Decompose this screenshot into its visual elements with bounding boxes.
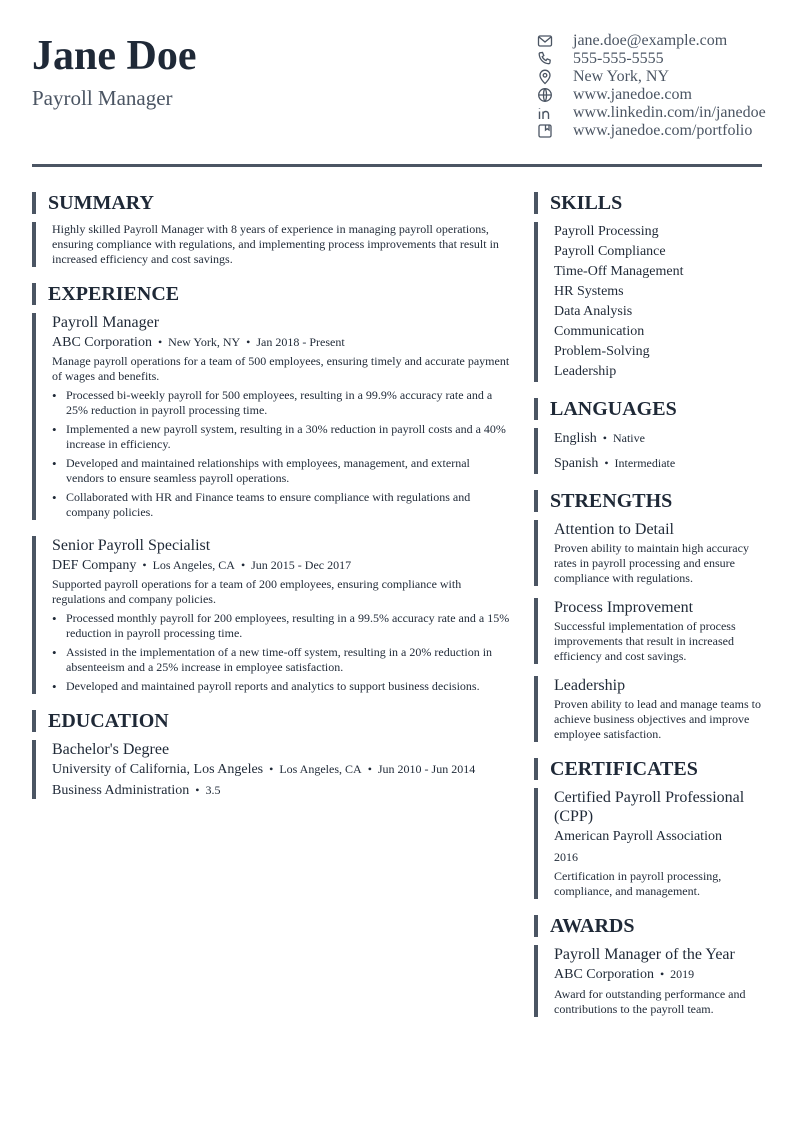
award-name: Payroll Manager of the Year xyxy=(554,946,735,963)
field-of-study: Business Administration xyxy=(52,783,190,798)
list-item: • Collaborated with HR and Finance teams to ensure compliance with regulations and company policies. xyxy=(52,490,510,520)
strength-entry xyxy=(534,598,762,664)
strength-title: Process Improvement xyxy=(554,599,694,616)
contact-website[interactable] xyxy=(536,86,766,104)
gpa: 3.5 xyxy=(205,783,221,797)
list-item: • Developed and maintained relationships with employees, management, and external vendors to ensure seamless payroll operations. xyxy=(52,456,510,486)
job-achievements xyxy=(52,388,510,520)
experience-heading: EXPERIENCE xyxy=(32,283,510,305)
list-item: Problem-Solving xyxy=(554,344,650,359)
separator-dot: • xyxy=(142,558,147,572)
contact-linkedin-text: www.linkedin.com/in/janedoe xyxy=(573,104,766,121)
strengths-heading: STRENGTHS xyxy=(534,490,762,512)
award-year: 2019 xyxy=(670,967,695,981)
language-name: English xyxy=(554,431,597,446)
strength-text: Proven ability to lead and manage teams to achieve business objectives and improve employee satisfaction. xyxy=(554,697,761,741)
header-divider xyxy=(32,164,762,167)
certificate-issuer: American Payroll Association xyxy=(554,829,722,844)
list-item: • Developed and maintained payroll reports and analytics to support business decisions. xyxy=(52,679,510,694)
strength-entry xyxy=(534,520,762,586)
separator-dot: • xyxy=(602,431,607,445)
summary-text: Highly skilled Payroll Manager with 8 years of experience in managing payroll operations, ensuring compliance with regulations, and implementing process improvements that result in increased efficiency and cost savings. xyxy=(32,222,510,267)
contact-phone[interactable] xyxy=(536,50,766,68)
experience-entry xyxy=(32,536,510,694)
award-issuer: ABC Corporation xyxy=(554,967,654,982)
degree: Bachelor's Degree xyxy=(52,741,170,758)
job-location: Los Angeles, CA xyxy=(152,558,235,572)
list-item: Communication xyxy=(554,324,645,339)
list-item: Payroll Processing xyxy=(554,224,659,239)
job-dates: Jan 2018 - Present xyxy=(256,335,345,349)
awards-heading: AWARDS xyxy=(534,915,762,937)
job-title: Senior Payroll Specialist xyxy=(52,537,211,554)
job-description: Supported payroll operations for a team of 200 employees, ensuring compliance with regulations and company policies. xyxy=(52,577,462,606)
contact-email-text: jane.doe@example.com xyxy=(573,32,728,49)
contact-location-text: New York, NY xyxy=(573,68,670,85)
certificates-heading: CERTIFICATES xyxy=(534,758,762,780)
certificate-name: Certified Payroll Professional (CPP) xyxy=(554,789,745,825)
job-description: Manage payroll operations for a team of 500 employees, ensuring timely and accurate payment of wages and benefits. xyxy=(52,354,510,383)
education-dates: Jun 2010 - Jun 2014 xyxy=(377,762,476,776)
separator-dot: • xyxy=(240,558,246,572)
job-dates: Jun 2015 - Dec 2017 xyxy=(251,558,352,572)
education-meta xyxy=(52,761,510,778)
contact-list xyxy=(536,32,766,140)
list-item: • Assisted in the implementation of a new time-off system, resulting in a 20% reduction in absenteeism and a 25% increase in employee satisfaction. xyxy=(52,645,510,675)
list-item: Data Analysis xyxy=(554,304,633,319)
certificate-text: Certification in payroll processing, compliance, and management. xyxy=(554,869,722,898)
right-column xyxy=(534,192,762,1017)
strength-text: Successful implementation of process improvements that result in increased efficiency and cost savings. xyxy=(554,619,736,663)
separator-dot: • xyxy=(367,762,372,776)
education-entry xyxy=(32,740,510,799)
job-company: DEF Company xyxy=(52,558,137,573)
language-name: Spanish xyxy=(554,456,599,471)
language-row xyxy=(554,453,762,474)
job-location: New York, NY xyxy=(168,335,241,349)
mail-icon xyxy=(536,32,554,50)
languages-list xyxy=(534,428,762,474)
language-level: Intermediate xyxy=(614,456,676,470)
certificate-entry xyxy=(534,788,762,899)
summary-heading: SUMMARY xyxy=(32,192,510,214)
contact-website-text: www.janedoe.com xyxy=(573,86,692,103)
contact-linkedin[interactable] xyxy=(536,104,766,122)
strength-entry xyxy=(534,676,762,742)
separator-dot: • xyxy=(157,335,163,349)
location-icon xyxy=(536,68,554,86)
list-item: Leadership xyxy=(554,364,617,379)
award-entry xyxy=(534,945,762,1017)
linkedin-icon xyxy=(536,104,554,122)
job-meta xyxy=(52,334,510,351)
list-item: • Implemented a new payroll system, resulting in a 30% reduction in payroll costs and a 40% increase in efficiency. xyxy=(52,422,510,452)
contact-location xyxy=(536,68,766,86)
resume-header xyxy=(32,32,766,165)
separator-dot: • xyxy=(659,967,665,981)
left-column xyxy=(32,192,510,799)
phone-icon xyxy=(536,50,554,68)
list-item: Payroll Compliance xyxy=(554,244,666,259)
list-item: Time-Off Management xyxy=(554,264,684,279)
list-item: • Processed bi-weekly payroll for 500 employees, resulting in a 99.9% accuracy rate and a 25% reduction in payroll processing time. xyxy=(52,388,510,418)
contact-portfolio[interactable] xyxy=(536,122,766,140)
skills-heading: SKILLS xyxy=(534,192,762,214)
contact-email[interactable] xyxy=(536,32,766,50)
separator-dot: • xyxy=(604,456,609,470)
certificate-year: 2016 xyxy=(554,850,578,864)
award-meta xyxy=(554,966,762,983)
separator-dot: • xyxy=(195,783,200,797)
job-company: ABC Corporation xyxy=(52,335,152,350)
contact-portfolio-text: www.janedoe.com/portfolio xyxy=(573,122,753,139)
award-text: Award for outstanding performance and contributions to the payroll team. xyxy=(554,987,746,1016)
language-level: Native xyxy=(612,431,645,445)
strength-title: Leadership xyxy=(554,677,626,694)
list-item: HR Systems xyxy=(554,284,624,299)
school-location: Los Angeles, CA xyxy=(279,762,362,776)
school: University of California, Los Angeles xyxy=(52,762,264,777)
globe-icon xyxy=(536,86,554,104)
job-meta xyxy=(52,557,510,574)
contact-phone-text: 555-555-5555 xyxy=(573,50,664,67)
education-heading: EDUCATION xyxy=(32,710,510,732)
portfolio-icon xyxy=(536,122,554,140)
language-row xyxy=(554,428,762,449)
separator-dot: • xyxy=(269,762,274,776)
strength-title: Attention to Detail xyxy=(554,521,674,538)
list-item: • Processed monthly payroll for 200 employees, resulting in a 99.5% accuracy rate and a 15% reduction in payroll processing time. xyxy=(52,611,510,641)
skills-list xyxy=(534,222,762,382)
languages-heading: LANGUAGES xyxy=(534,398,762,420)
job-achievements xyxy=(52,611,510,694)
candidate-name: Jane Doe xyxy=(32,33,197,79)
education-field-row xyxy=(52,782,510,799)
experience-entry xyxy=(32,313,510,520)
job-title: Payroll Manager xyxy=(52,314,160,331)
separator-dot: • xyxy=(246,335,251,349)
candidate-title: Payroll Manager xyxy=(32,86,173,110)
strength-text: Proven ability to maintain high accuracy rates in payroll processing and ensure compliance with regulations. xyxy=(554,541,749,585)
